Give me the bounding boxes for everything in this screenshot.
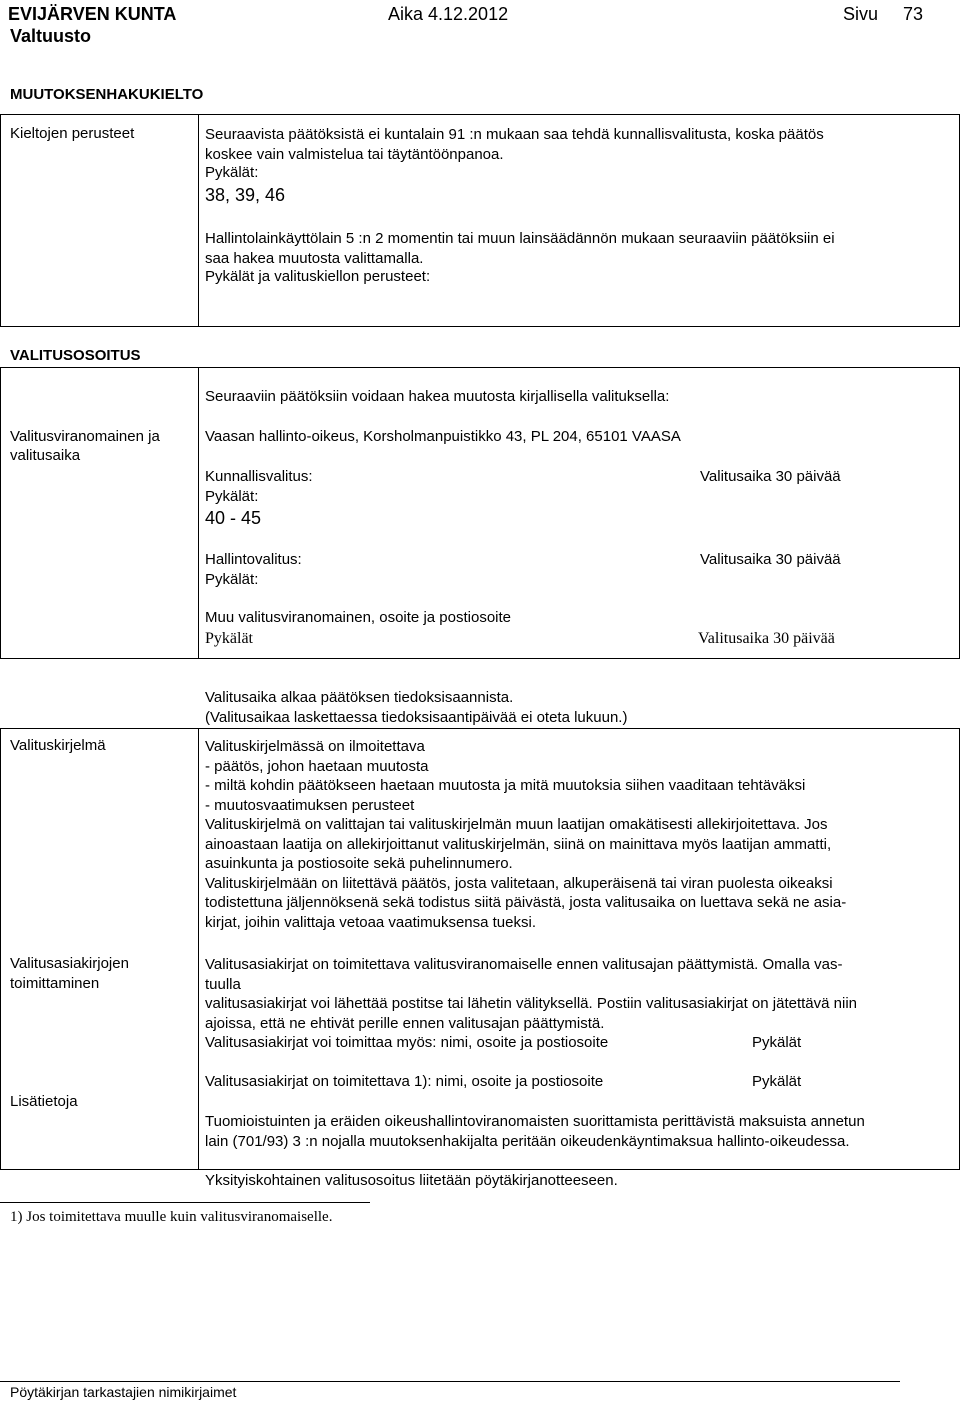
kunnallis-pykalat-label: Pykälät: [205, 488, 259, 505]
page-number: 73 [903, 4, 924, 24]
hallintovalitus-time: Valitusaika 30 päivää [700, 551, 841, 568]
kielto-paragraph-1: Seuraavista päätöksistä ei kuntalain 91 :n mukaan saa tehdä kunnallisvalitusta, koska päätös koskee vain valmistelua tai täytäntöönpanoa. [205, 126, 824, 163]
pykalat-perusteet-label: Pykälät ja valituskiellon perusteet: [205, 268, 431, 285]
hallinto-pykalat-label: Pykälät: [205, 571, 259, 588]
valitusasiakirjat-line-b: Valitusasiakirjat on toimitettava 1): nimi, osoite ja postiosoite [205, 1073, 604, 1090]
valituskirjelma-text: Valituskirjelmässä on ilmoitettava - päätös, johon haetaan muutosta - miltä kohdin päätökseen haetaan muutosta ja mitä muutoksia siihen vaaditaan tehtäväksi - muutosvaatimuksen perusteet Valituskirjelmä on valittajan tai valituskirjelmän muun laatijan omakätisesti allekirjoitettava. Jos ainoastaan laatija on allekirjoittanut valituskirjelmän, siinä on mainittava myös laatijan ammatti, asuinkunta ja postiosoite sekä puhelinnumero. Valituskirjelmään on liitettävä päätös, josta valitetaan, alkuperäisenä tai viran puolesta oikeaksi todistettuna jäljennöksenä sekä todistus siitä päivästä, josta valitusaika on luettava sekä ne asia- kirjat, joihin valittaja vetoaa vaatimuksensa tueksi. [205, 738, 847, 931]
footnote: 1) Jos toimitettava muulle kuin valitusviranomaiselle. [10, 1209, 333, 1225]
kielto-pykalat-label: Pykälät: [205, 164, 259, 181]
lisatietoja-label: Lisätietoja [10, 1093, 78, 1110]
footnote-separator [0, 1202, 370, 1203]
muu-viranomainen-label: Muu valitusviranomainen, osoite ja postiosoite [205, 609, 511, 626]
muu-pykalat-label: Pykälät [205, 630, 253, 647]
footer-signatures-label: Pöytäkirjan tarkastajien nimikirjaimet [10, 1384, 237, 1400]
hallintovalitus-label: Hallintovalitus: [205, 551, 302, 568]
kieltojen-perusteet-label: Kieltojen perusteet [10, 125, 135, 142]
kunnallis-pykalat-value: 40 - 45 [205, 508, 262, 528]
valitusaika-note: Valitusaika alkaa päätöksen tiedoksisaannista. (Valitusaikaa laskettaessa tiedoksisaantipäivää ei oteta lukuun.) [205, 689, 628, 726]
lisatietoja-text: Tuomioistuinten ja eräiden oikeushallintoviranomaisten suorittamista perittävistä maksuista annetun lain (701/93) 3 :n nojalla muutoksenhakijalta peritään oikeudenkäyntimaksua hallinto-oikeudessa. [205, 1113, 865, 1150]
valitusasiakirjat-label-1: Valitusasiakirjojen [10, 955, 129, 972]
org-name: EVIJÄRVEN KUNTA [8, 4, 177, 24]
section-title-valitusosoitus: VALITUSOSOITUS [10, 347, 141, 364]
valitusviranomainen-label-2: valitusaika [10, 447, 81, 464]
valitusasiakirjat-line-a-pykalat: Pykälät [752, 1034, 802, 1051]
valitusasiakirjat-label-2: toimittaminen [10, 975, 100, 992]
meeting-date: Aika 4.12.2012 [388, 4, 509, 24]
kielto-pykalat-value: 38, 39, 46 [205, 185, 286, 205]
lisatietoja-note: Yksityiskohtainen valitusosoitus liitetään pöytäkirjanotteeseen. [205, 1172, 618, 1189]
footer-separator [0, 1381, 900, 1382]
valitusasiakirjat-text: Valitusasiakirjat on toimitettava valitusviranomaiselle ennen valitusajan päättymistä. Omalla vas- tuulla valitusasiakirjat voi lähettää postitse tai lähetin välityksellä. Postiin valitusasiakirjat on jätettävä niin ajoissa, että ne ehtivät perille ennen valitusajan päättymistä. [205, 956, 857, 1032]
kunnallisvalitus-label: Kunnallisvalitus: [205, 468, 313, 485]
kunnallisvalitus-time: Valitusaika 30 päivää [700, 468, 841, 485]
muu-valitusaika: Valitusaika 30 päivää [698, 630, 835, 647]
kielto-paragraph-2: Hallintolainkäyttölain 5 :n 2 momentin tai muun lainsäädännön mukaan seuraaviin päätöksiin ei saa hakea muutosta valittamalla. [205, 230, 835, 267]
valitusviranomainen-address: Vaasan hallinto-oikeus, Korsholmanpuistikko 43, PL 204, 65101 VAASA [205, 428, 681, 445]
body-name: Valtuusto [10, 26, 92, 46]
section-title-muutoksenhakukielto: MUUTOKSENHAKUKIELTO [10, 86, 204, 103]
valituskirjelma-label: Valituskirjelmä [10, 737, 106, 754]
valitus-intro: Seuraaviin päätöksiin voidaan hakea muutosta kirjallisella valituksella: [205, 388, 670, 405]
valitusasiakirjat-line-b-pykalat: Pykälät [752, 1073, 802, 1090]
valitusasiakirjat-line-a: Valitusasiakirjat voi toimittaa myös: nimi, osoite ja postiosoite [205, 1034, 609, 1051]
valitusviranomainen-label-1: Valitusviranomainen ja [10, 428, 160, 445]
page-label: Sivu [843, 4, 879, 24]
